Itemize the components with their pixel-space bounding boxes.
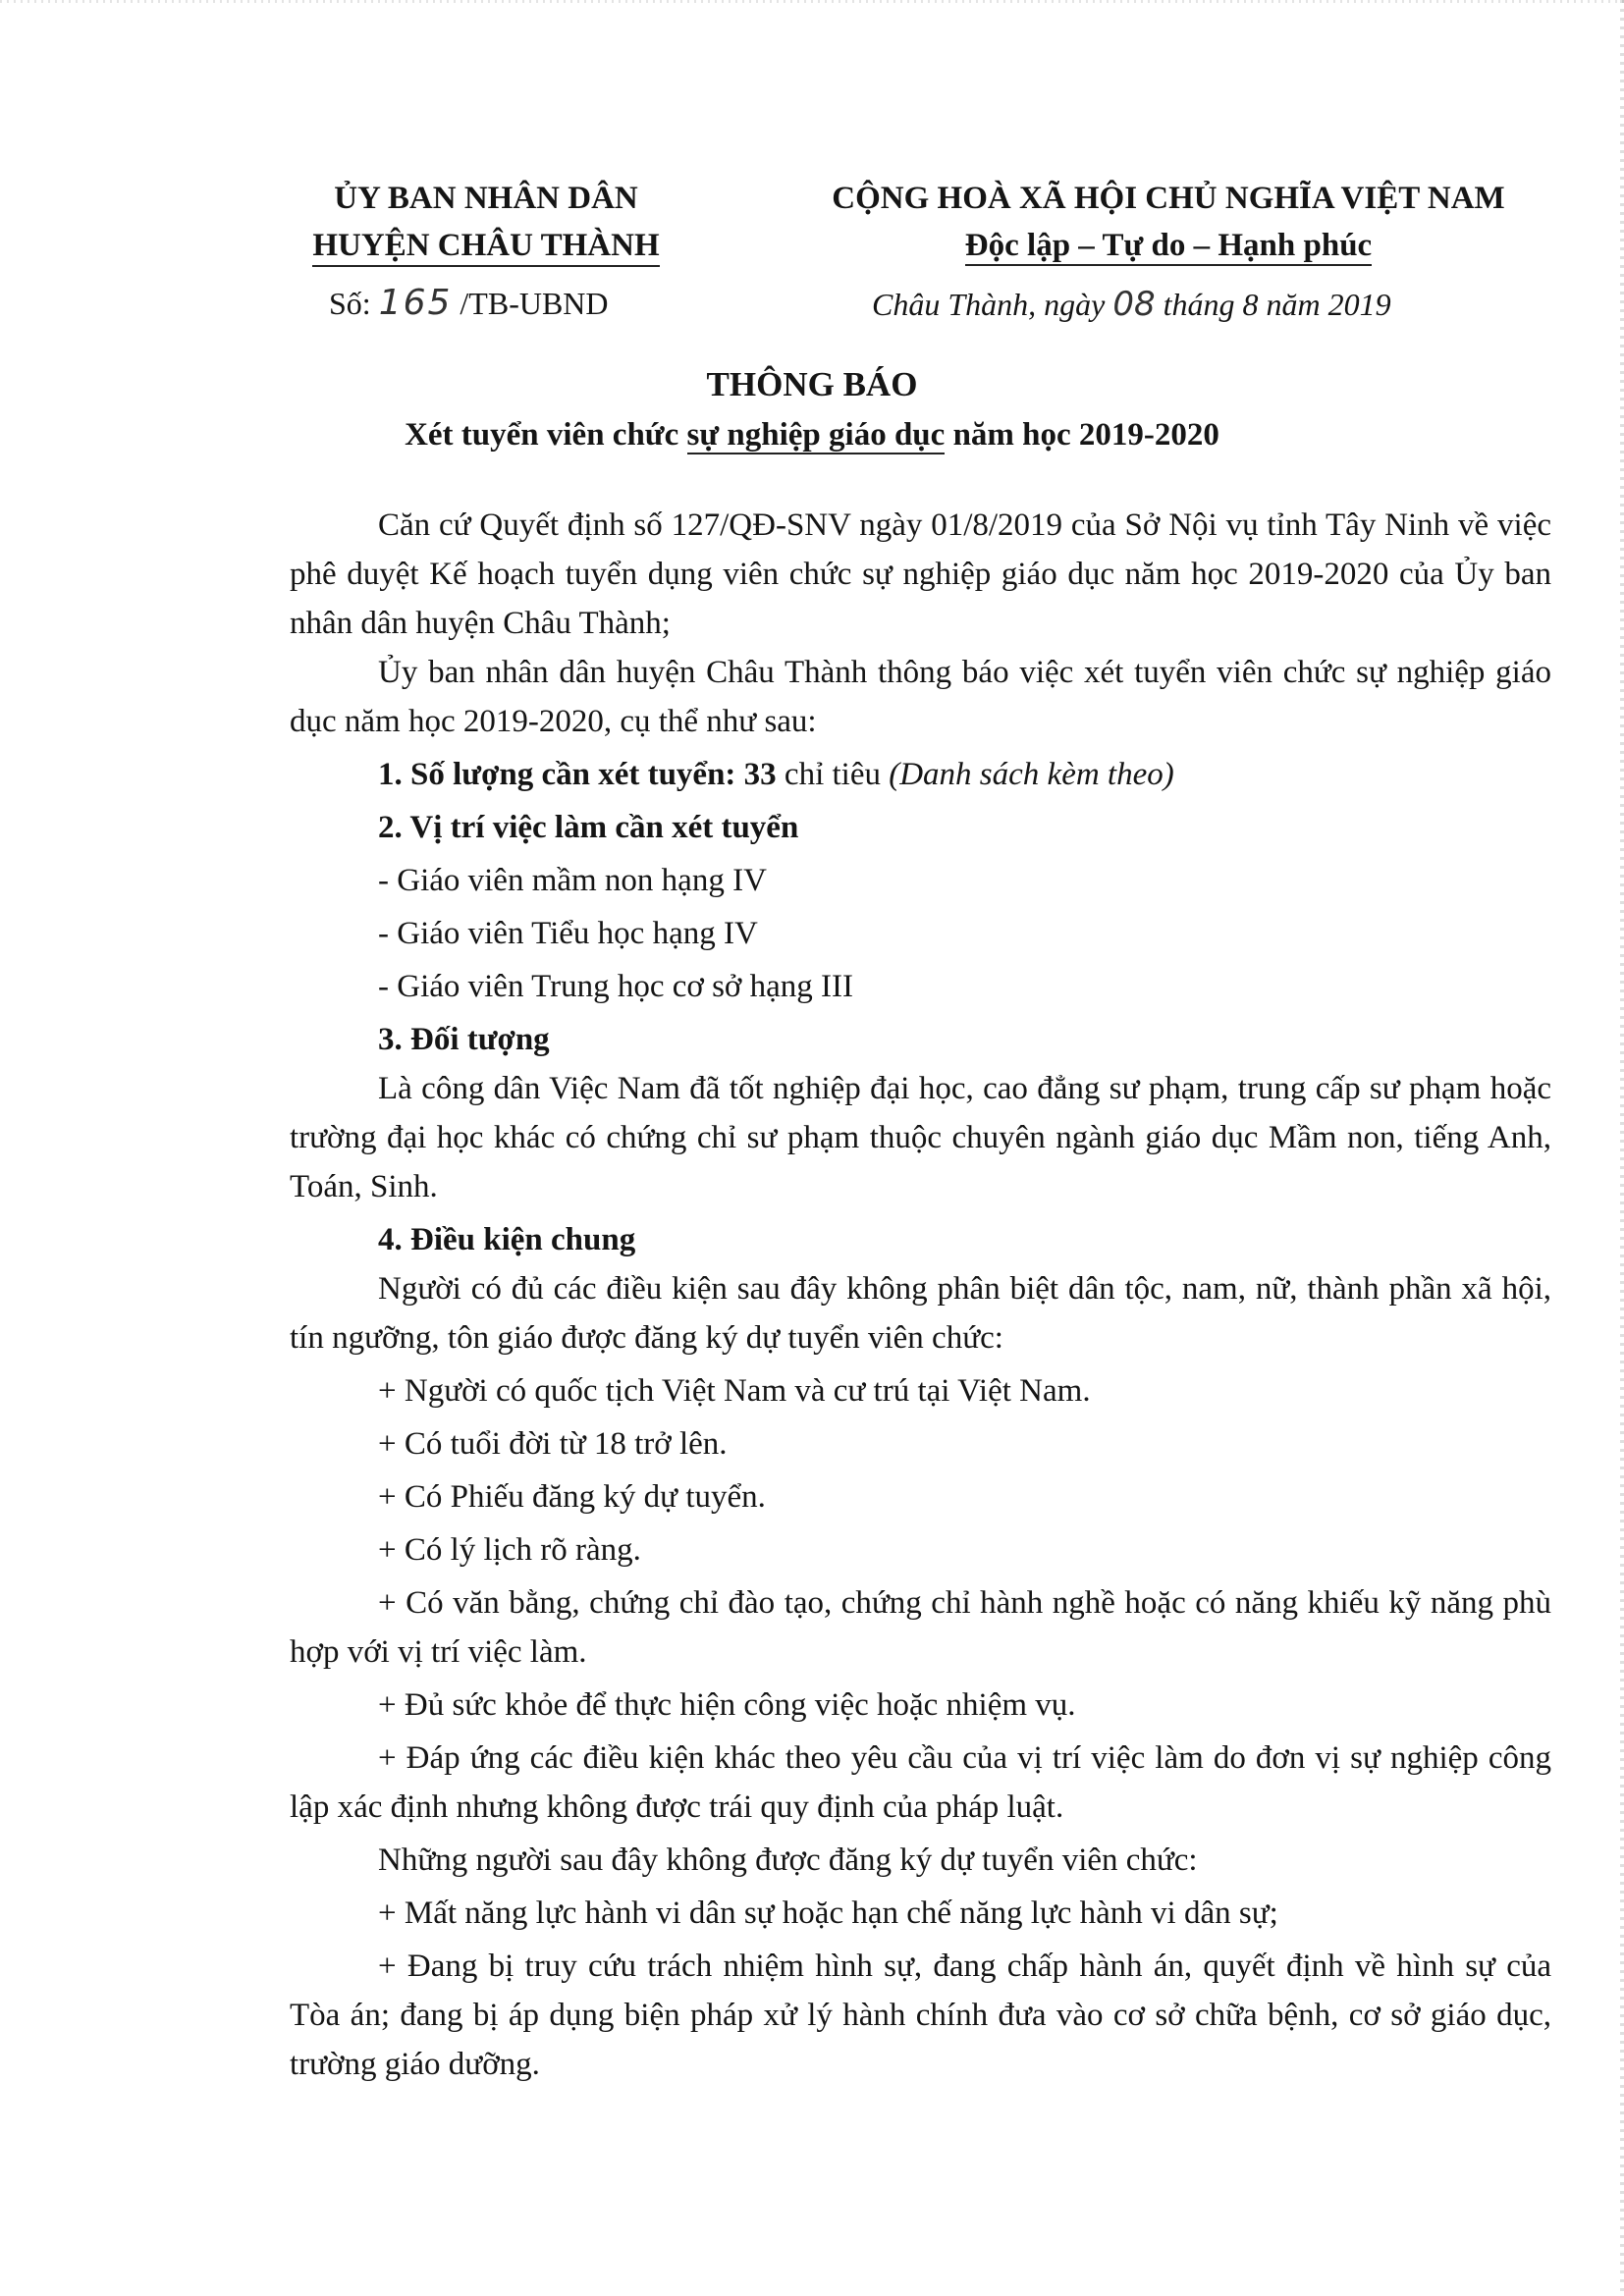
section-3-heading: 3. Đối tượng: [378, 1022, 550, 1057]
paragraph-legal-basis: Căn cứ Quyết định số 127/QĐ-SNV ngày 01/8/2019 của Sở Nội vụ tỉnh Tây Ninh về việc phê duyệt Kế hoạch tuyển dụng viên chức sự nghiệp giáo dục năm học 2019-2020 của Ủy ban nhân dân huyện Châu Thành;: [290, 507, 1551, 641]
paragraph-announcement: Ủy ban nhân dân huyện Châu Thành thông báo việc xét tuyển viên chức sự nghiệp giáo dục năm học 2019-2020, cụ thể như sau:: [290, 655, 1551, 739]
document-title: THÔNG BÁO: [706, 365, 918, 403]
exclusion-item: + Mất năng lực hành vi dân sự hoặc hạn chế năng lực hành vi dân sự;: [378, 1896, 1278, 1931]
section-2-heading: 2. Vị trí việc làm cần xét tuyển: [378, 810, 799, 845]
condition-item: + Có tuổi đời từ 18 trở lên.: [378, 1426, 728, 1462]
section-1-quota: [290, 750, 1551, 799]
document-subtitle: [0, 417, 1624, 454]
exclusion-intro: Những người sau đây không được đăng ký dự tuyển viên chức:: [378, 1842, 1198, 1878]
section-4-heading: 4. Điều kiện chung: [378, 1222, 636, 1257]
scan-edge-right: [1620, 0, 1624, 2296]
position-item: - Giáo viên Tiểu học hạng IV: [378, 916, 758, 951]
condition-item: + Có lý lịch rõ ràng.: [378, 1532, 641, 1568]
section-4-intro: Người có đủ các điều kiện sau đây không phân biệt dân tộc, nam, nữ, thành phần xã hội, tín ngưỡng, tôn giáo được đăng ký dự tuyển viên chức:: [290, 1271, 1551, 1356]
subtitle-post: năm học 2019-2020: [945, 417, 1219, 453]
document-body: [290, 501, 1551, 2089]
condition-item: + Có Phiếu đăng ký dự tuyển.: [378, 1479, 766, 1515]
condition-item: + Đáp ứng các điều kiện khác theo yêu cầu của vị trí việc làm do đơn vị sự nghiệp công lập xác định nhưng không được trái quy định của pháp luật.: [290, 1740, 1551, 1825]
doc-number-prefix: Số:: [329, 286, 371, 321]
section-1-heading: 1. Số lượng cần xét tuyển: 33: [378, 757, 777, 792]
section-3-text: Là công dân Việc Nam đã tốt nghiệp đại học, cao đẳng sư phạm, trung cấp sư phạm hoặc trường đại học khác có chứng chỉ sư phạm thuộc chuyên ngành giáo dục Mầm non, tiếng Anh, Toán, Sinh.: [290, 1071, 1551, 1204]
agency-line-2: HUYỆN CHÂU THÀNH: [312, 226, 659, 267]
condition-item: + Đủ sức khỏe để thực hiện công việc hoặc nhiệm vụ.: [378, 1687, 1076, 1723]
exclusion-item: + Đang bị truy cứu trách nhiệm hình sự, đang chấp hành án, quyết định về hình sự của Tòa án; đang bị áp dụng biện pháp xử lý hành chính đưa vào cơ sở chữa bệnh, cơ sở giáo dục, trường giáo dưỡng.: [290, 1949, 1551, 2082]
nation-line-1: CỘNG HOÀ XÃ HỘI CHỦ NGHĨA VIỆT NAM: [832, 181, 1505, 216]
doc-number-suffix: /TB-UBND: [460, 286, 609, 321]
document-date: [872, 285, 1391, 324]
doc-number-handwritten: 165: [378, 283, 453, 323]
condition-item: + Người có quốc tịch Việt Nam và cư trú tại Việt Nam.: [378, 1373, 1091, 1409]
position-item: - Giáo viên Trung học cơ sở hạng III: [378, 969, 853, 1004]
section-1-text: chỉ tiêu: [776, 757, 890, 792]
section-1-note: (Danh sách kèm theo): [889, 757, 1174, 792]
condition-item: + Có văn bằng, chứng chỉ đào tạo, chứng chỉ hành nghề hoặc có năng khiếu kỹ năng phù hợp với vị trí việc làm.: [290, 1585, 1551, 1670]
agency-line-1: ỦY BAN NHÂN DÂN: [334, 181, 638, 216]
date-prefix: Châu Thành, ngày: [872, 287, 1106, 322]
subtitle-pre: Xét tuyển viên chức: [405, 417, 687, 453]
national-heading: [766, 175, 1571, 269]
national-motto: Độc lập – Tự do – Hạnh phúc: [965, 227, 1372, 266]
document-number: [329, 283, 609, 323]
subtitle-underlined: sự nghiệp giáo dục: [686, 417, 946, 453]
scan-edge-top: [0, 0, 1624, 29]
date-day-handwritten: 08: [1112, 285, 1156, 324]
issuing-agency: [255, 175, 717, 269]
position-item: - Giáo viên mầm non hạng IV: [378, 863, 767, 898]
date-suffix: tháng 8 năm 2019: [1163, 287, 1391, 322]
